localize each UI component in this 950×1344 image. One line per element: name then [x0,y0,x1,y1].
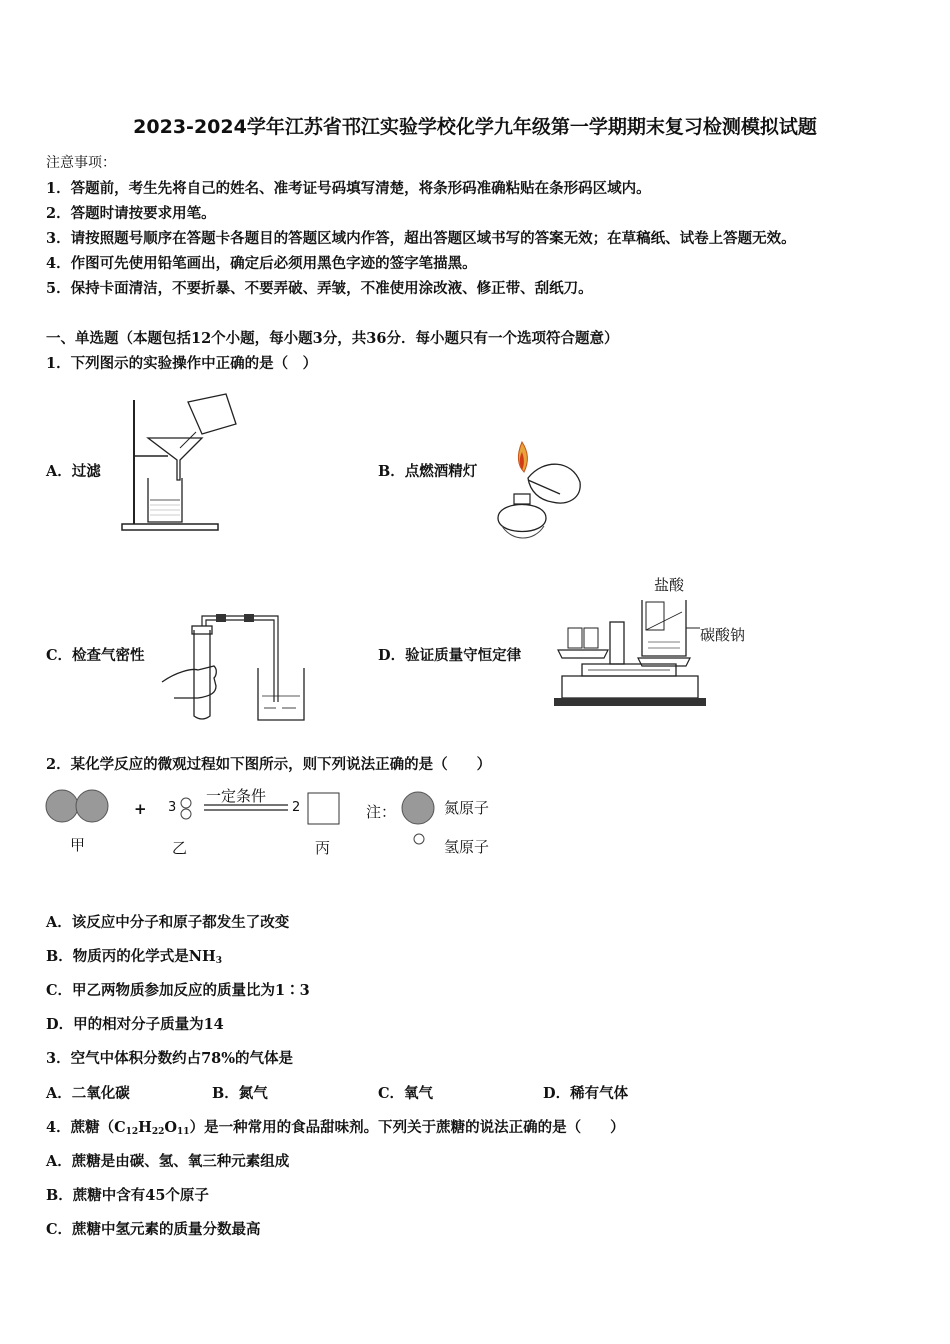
hydrogen-atom-icon [412,832,426,846]
molecule-b-figure [178,796,194,822]
q4-option-b: B．蔗糖中含有45个原子 [46,1187,209,1204]
q2-option-c: C．甲乙两物质参加反应的质量比为1∶3 [46,982,310,999]
page-title: 2023-2024学年江苏省邗江实验学校化学九年级第一学期期末复习检测模拟试题 [133,116,817,138]
na2co3-label: 碳酸钠 [700,626,746,644]
notice-item-4: 4．作图可先使用铅笔画出，确定后必须用黑色字迹的签字笔描黑。 [46,255,477,272]
notice-item-5: 5．保持卡面清洁，不要折暴、不要弄破、弄皱，不准使用涂改液、修正带、刮纸刀。 [46,280,593,297]
nitrogen-atom-icon [400,790,436,826]
label-jia: 甲 [70,836,86,854]
molecule-a-figure [44,788,114,828]
q1-option-b: B．点燃酒精灯 [378,463,478,480]
q2-option-d: D．甲的相对分子质量为14 [46,1016,224,1033]
q1-stem: 1．下列图示的实验操作中正确的是（ ） [46,355,318,372]
q4-sub-c: 12 [125,1127,139,1137]
reaction-arrow [204,803,288,813]
plus-sign: + [134,800,147,818]
q2-option-b [46,945,222,966]
alcohol-lamp-figure [488,438,588,550]
q3-stem: 3．空气中体积分数约占78%的气体是 [46,1050,294,1067]
hcl-label: 盐酸 [654,576,685,594]
label-bing: 丙 [315,839,331,857]
q3-option-a: A．二氧化碳 [46,1085,130,1102]
notice-heading: 注意事项： [46,155,116,171]
section-heading: 一、单选题（本题包括12个小题，每小题3分，共36分．每小题只有一个选项符合题意） [46,330,619,347]
reaction-condition: 一定条件 [206,787,267,805]
label-yi: 乙 [172,839,188,857]
q4-stem-prefix: 4．蔗糖（C [46,1119,126,1136]
q4-sub-h: 22 [151,1127,165,1137]
note-label: 注： [366,803,397,821]
q1-option-c: C．检查气密性 [46,647,145,664]
q4-option-c: C．蔗糖中氢元素的质量分数最高 [46,1221,261,1238]
legend-nitrogen: 氮原子 [444,799,490,817]
q2-option-a: A．该反应中分子和原子都发生了改变 [46,914,290,931]
notice-item-3: 3．请按照题号顺序在答题卡各题目的答题区域内作答，超出答题区域书写的答案无效；在草稿纸、试卷上答题无效。 [46,230,796,247]
q2-option-b-sub: 3 [215,956,222,966]
airtightness-figure [158,612,318,724]
q4-o: O [164,1119,178,1136]
q3-option-b: B．氮气 [212,1085,268,1102]
q2-stem: 2．某化学反应的微观过程如下图所示，则下列说法正确的是（ ） [46,756,492,773]
molecule-c-box [307,792,341,826]
q4-stem [46,1116,625,1137]
q2-option-b-text: B．物质丙的化学式是NH [46,948,216,965]
legend-hydrogen: 氢原子 [444,838,490,856]
q3-option-c: C．氧气 [378,1085,434,1102]
q4-option-a: A．蔗糖是由碳、氢、氧三种元素组成 [46,1153,290,1170]
notice-item-2: 2．答题时请按要求用笔。 [46,205,216,222]
q4-sub-o: 11 [177,1127,190,1137]
q1-option-a: A．过滤 [46,463,101,480]
q3-option-d: D．稀有气体 [543,1085,629,1102]
q4-h: H [138,1119,152,1136]
q4-stem-suffix: ）是一种常用的食品甜味剂。下列关于蔗糖的说法正确的是（ ） [189,1119,625,1136]
coef-c: 2 [292,800,301,815]
filtration-figure [118,390,243,535]
coef-b: 3 [168,800,177,815]
notice-item-1: 1．答题前，考生先将自己的姓名、准考证号码填写清楚，将条形码准确粘贴在条形码区域内。 [46,180,651,197]
q1-option-d: D．验证质量守恒定律 [378,647,522,664]
